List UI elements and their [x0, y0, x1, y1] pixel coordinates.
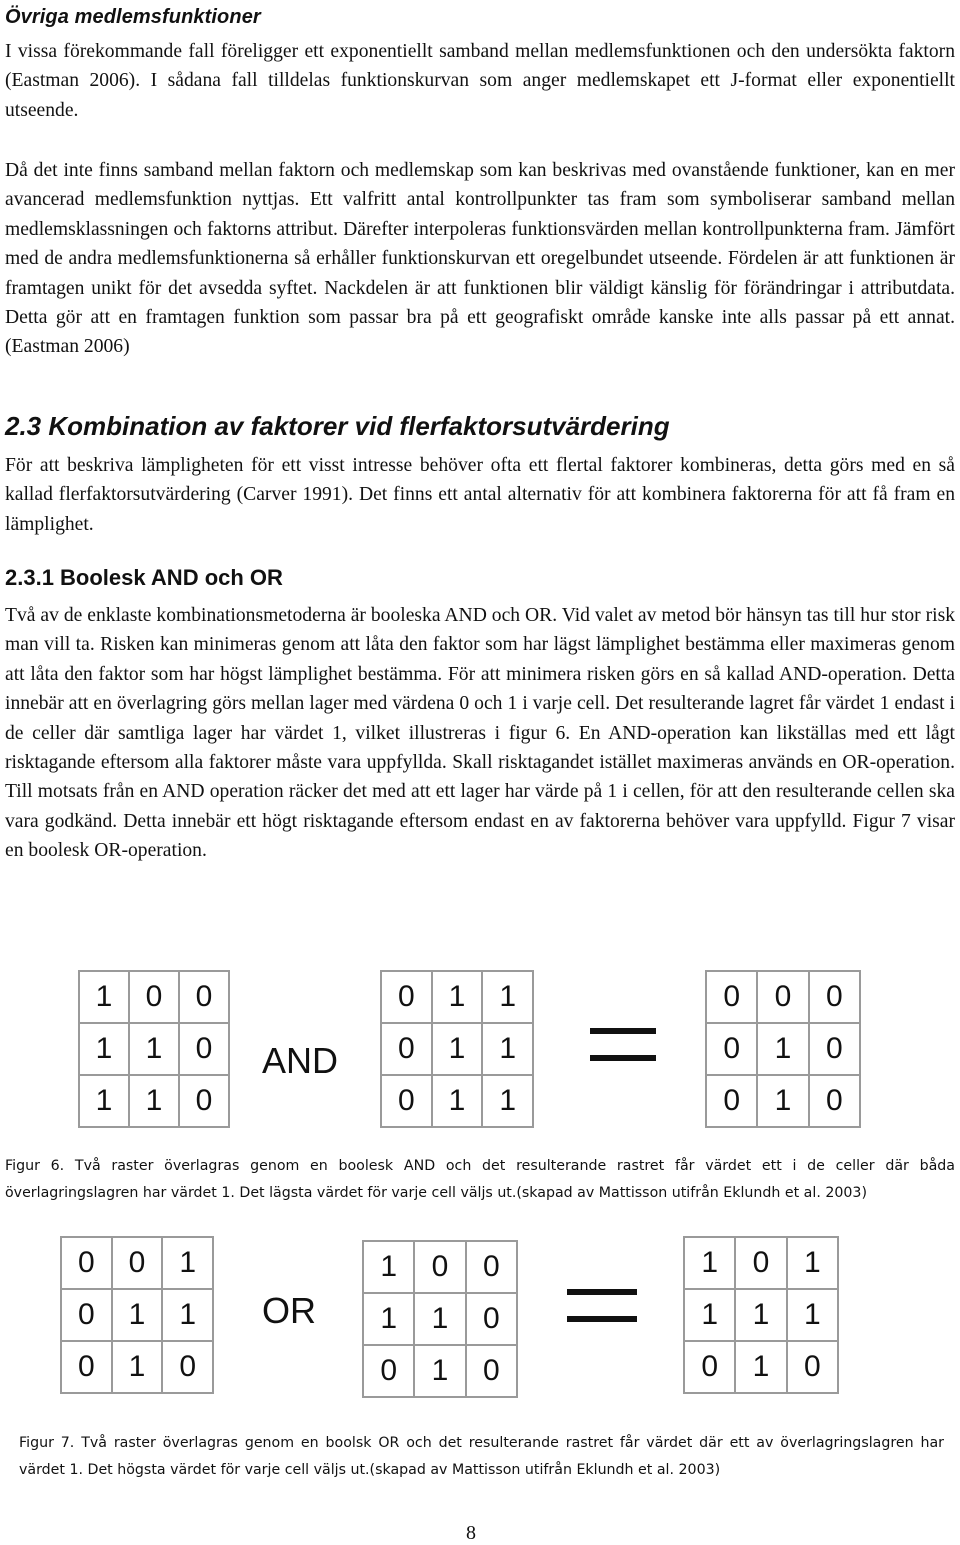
- raster-cell: 1: [79, 1075, 129, 1127]
- raster-cell: 1: [757, 1023, 808, 1075]
- figure-7-caption: Figur 7. Två raster överlagras genom en boolsk OR och det resulterande rastret får värdet där ett av överlagringslagren har värdet 1. Det högsta värdet för varje cell väljs ut.(skapad av Mattisson utifrån Eklundh et al. 2003): [19, 1435, 944, 1478]
- paragraph-boolean: Två av de enklaste kombinationsmetoderna är booleska AND och OR. Vid valet av metod bör hänsyn tas till hur stor risk man vill ta. Risken kan minimeras genom att låta den faktor som har lägst lämplighet bestämma eller maximeras genom att låta den faktor som har högst lämplighet bestämma. För att minimera risken görs en så kallad AND-operation. Detta innebär att en överlagring görs mellan lager med värdena 0 och 1 i varje cell. Det resulterande lagret får värdet 1 endast i de celler där samtliga lager har värdet 1, vilket illustreras i figur 6. En AND-operation kan likställas med ett lågt risktagande eftersom alla faktorer måste vara uppfyllda. Skall risktagandet istället maximeras används en OR-operation. Till motsats från en AND operation räcker det med att ett lager har värde på 1 i cellen, för att den resulterande cellen ska vara godkänd. Detta innebär ett högt risktagande eftersom endast en av faktorerna behöver vara uppfylld. Figur 7 visar en boolesk OR-operation.: [5, 605, 955, 862]
- raster-cell: 0: [706, 971, 757, 1023]
- raster-cell: 1: [482, 1023, 533, 1075]
- raster-cell: 0: [363, 1345, 414, 1397]
- raster-grid-a: [78, 970, 230, 1128]
- raster-cell: 1: [112, 1289, 163, 1341]
- paragraph-exponential: I vissa förekommande fall föreligger ett exponentiellt samband mellan medlemsfunktionen och den undersökta faktorn (Eastman 2006). I sådana fall tilldelas funktionskurvan som anger medlemskapet ett J-format eller exponentiellt utseende.: [5, 41, 955, 121]
- raster-cell: 0: [787, 1341, 838, 1393]
- page-number: 8: [466, 1522, 476, 1544]
- heading-2-3: 2.3 Kombination av faktorer vid flerfaktorsutvärdering: [5, 411, 670, 441]
- raster-cell: 0: [684, 1341, 735, 1393]
- raster-cell: 0: [61, 1237, 112, 1289]
- raster-cell: 1: [79, 971, 129, 1023]
- paragraph-multifactor: För att beskriva lämpligheten för ett visst intresse behöver ofta ett flertal faktorer kombineras, detta görs med en så kallad flerfaktorsutvärdering (Carver 1991). Det finns ett antal alternativ för att kombinera faktorerna för att få fram en lämplighet.: [5, 455, 955, 535]
- raster-cell: 1: [787, 1289, 838, 1341]
- raster-cell: 0: [735, 1237, 786, 1289]
- raster-cell: 1: [129, 1023, 179, 1075]
- figure-6-caption: Figur 6. Två raster överlagras genom en boolesk AND och det resulterande rastret får värdet ett i de celler där båda överlagringslagren har värdet 1. Det lägsta värdet för varje cell väljs ut.(skapad av Mattisson utifrån Eklundh et al. 2003): [5, 1158, 955, 1201]
- raster-cell: 0: [809, 1075, 860, 1127]
- raster-cell: 1: [162, 1237, 213, 1289]
- raster-cell: 1: [79, 1023, 129, 1075]
- raster-cell: 0: [706, 1023, 757, 1075]
- equals-sign: [590, 1028, 656, 1064]
- raster-cell: 1: [684, 1289, 735, 1341]
- raster-cell: 0: [381, 971, 432, 1023]
- raster-cell: 0: [61, 1341, 112, 1393]
- heading-2-3-1: 2.3.1 Boolesk AND och OR: [5, 565, 283, 590]
- raster-cell: 0: [757, 971, 808, 1023]
- raster-cell: 0: [414, 1241, 465, 1293]
- raster-cell: 1: [482, 971, 533, 1023]
- raster-cell: 0: [809, 971, 860, 1023]
- raster-grid-a: [60, 1236, 214, 1394]
- raster-cell: 1: [432, 971, 483, 1023]
- raster-grid-result: [705, 970, 861, 1128]
- raster-cell: 1: [432, 1023, 483, 1075]
- raster-cell: 1: [735, 1289, 786, 1341]
- paragraph-control-points: Då det inte finns samband mellan faktorn och medlemskap som kan beskrivas med ovanstående funktioner, kan en mer avancerad medlemsfunktion nyttjas. Ett valfritt antal kontrollpunkter tas fram som symboliserar samband mellan medlemsklassningen och faktorns attribut. Därefter interpoleras funktionsvärden mellan kontrollpunkterna fram. Jämfört med de andra medlemsfunktionerna så erhåller funktionskurvan ett oregelbundet utseende. Fördelen är att funktionen är framtagen unikt för det avsedda syftet. Nackdelen är att funktionen blir väldigt känslig för förändringar i attributdata. Detta gör att en framtagen funktion som passar bra på ett geografiskt område kanske inte alls passar på ett annat.(Eastman 2006): [5, 160, 955, 358]
- raster-cell: 1: [363, 1293, 414, 1345]
- raster-cell: 1: [162, 1289, 213, 1341]
- raster-cell: 0: [179, 1023, 229, 1075]
- raster-cell: 1: [684, 1237, 735, 1289]
- raster-cell: 1: [363, 1241, 414, 1293]
- raster-cell: 1: [414, 1345, 465, 1397]
- raster-cell: 0: [61, 1289, 112, 1341]
- operator-label: OR: [262, 1290, 316, 1331]
- raster-cell: 0: [179, 1075, 229, 1127]
- raster-cell: 0: [809, 1023, 860, 1075]
- raster-cell: 0: [381, 1023, 432, 1075]
- raster-cell: 1: [432, 1075, 483, 1127]
- raster-grid-result: [683, 1236, 839, 1394]
- operator-label: AND: [262, 1040, 339, 1081]
- raster-cell: 0: [112, 1237, 163, 1289]
- raster-grid-b: [380, 970, 534, 1128]
- raster-cell: 0: [706, 1075, 757, 1127]
- raster-cell: 1: [414, 1293, 465, 1345]
- raster-cell: 1: [129, 1075, 179, 1127]
- section-heading: Övriga medlemsfunktioner: [5, 6, 261, 28]
- raster-cell: 0: [381, 1075, 432, 1127]
- raster-cell: 0: [466, 1241, 517, 1293]
- raster-cell: 0: [466, 1293, 517, 1345]
- equals-sign: [567, 1289, 637, 1325]
- raster-cell: 1: [112, 1341, 163, 1393]
- raster-cell: 0: [179, 971, 229, 1023]
- raster-cell: 0: [466, 1345, 517, 1397]
- raster-cell: 1: [735, 1341, 786, 1393]
- raster-cell: 1: [482, 1075, 533, 1127]
- raster-cell: 0: [162, 1341, 213, 1393]
- raster-cell: 0: [129, 971, 179, 1023]
- raster-cell: 1: [787, 1237, 838, 1289]
- raster-grid-b: [362, 1240, 518, 1398]
- raster-cell: 1: [757, 1075, 808, 1127]
